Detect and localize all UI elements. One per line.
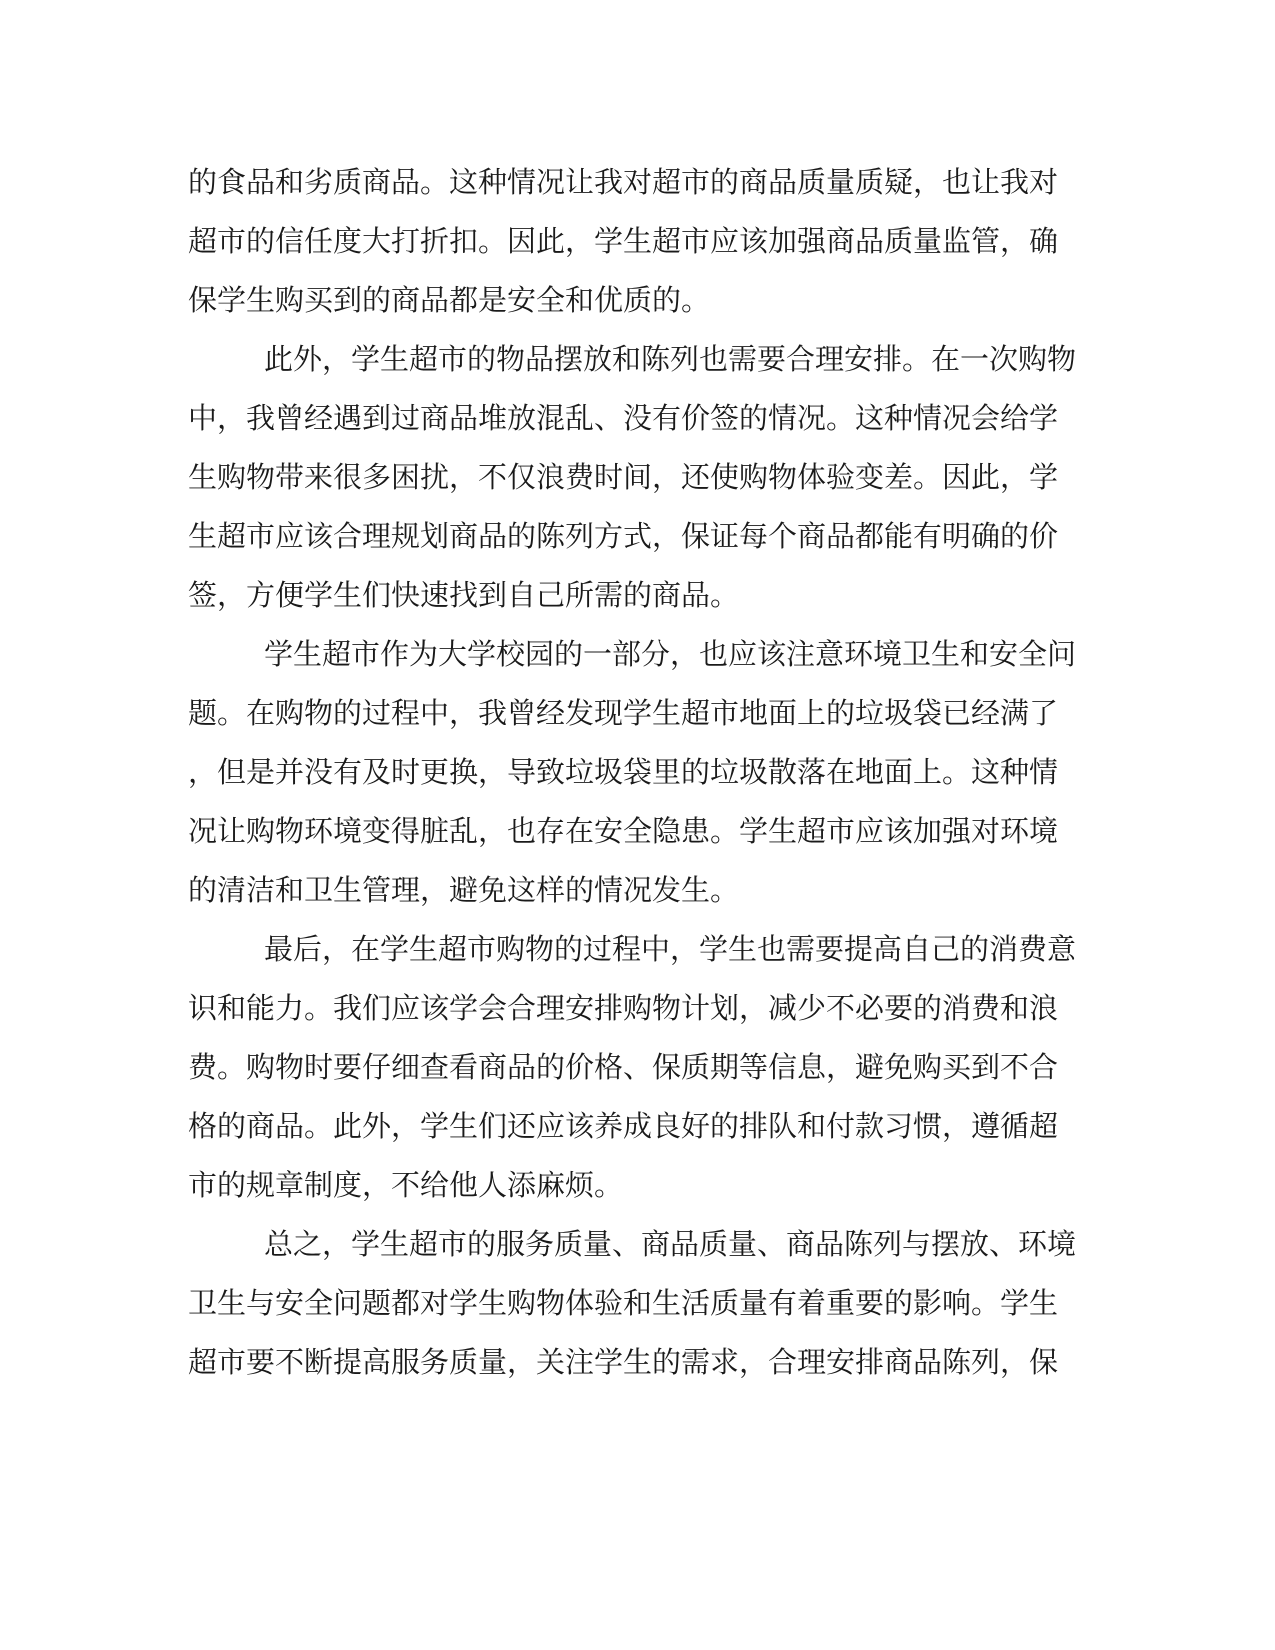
paragraph-first-line: 总之，学生超市的服务质量、商品质量、商品陈列与摆放、环境 bbox=[264, 1227, 1077, 1261]
text-line: 识和能力。我们应该学会合理安排购物计划，减少不必要的消费和浪 bbox=[188, 991, 1059, 1025]
text-line: 超市的信任度大打折扣。因此，学生超市应该加强商品质量监管，确 bbox=[188, 224, 1059, 258]
paragraph-first-line: 此外，学生超市的物品摆放和陈列也需要合理安排。在一次购物 bbox=[264, 342, 1077, 376]
paragraph-first-line: 学生超市作为大学校园的一部分，也应该注意环境卫生和安全问 bbox=[264, 637, 1077, 671]
paragraph-first-line: 最后，在学生超市购物的过程中，学生也需要提高自己的消费意 bbox=[264, 932, 1077, 966]
text-line: 的清洁和卫生管理，避免这样的情况发生。 bbox=[188, 873, 740, 907]
text-line: 生购物带来很多困扰，不仅浪费时间，还使购物体验变差。因此，学 bbox=[188, 460, 1059, 494]
text-line: 况让购物环境变得脏乱，也存在安全隐患。学生超市应该加强对环境 bbox=[188, 814, 1059, 848]
text-line: 费。购物时要仔细查看商品的价格、保质期等信息，避免购买到不合 bbox=[188, 1050, 1059, 1084]
text-line: 保学生购买到的商品都是安全和优质的。 bbox=[188, 283, 711, 317]
text-line: 题。在购物的过程中，我曾经发现学生超市地面上的垃圾袋已经满了 bbox=[188, 696, 1059, 730]
text-line: 中，我曾经遇到过商品堆放混乱、没有价签的情况。这种情况会给学 bbox=[188, 401, 1059, 435]
text-line: 签，方便学生们快速找到自己所需的商品。 bbox=[188, 578, 740, 612]
text-line: 市的规章制度，不给他人添麻烦。 bbox=[188, 1168, 624, 1202]
text-line: 超市要不断提高服务质量，关注学生的需求，合理安排商品陈列，保 bbox=[188, 1345, 1059, 1379]
text-line: 格的商品。此外，学生们还应该养成良好的排队和付款习惯，遵循超 bbox=[188, 1109, 1059, 1143]
text-line: 生超市应该合理规划商品的陈列方式，保证每个商品都能有明确的价 bbox=[188, 519, 1059, 553]
text-line: ，但是并没有及时更换，导致垃圾袋里的垃圾散落在地面上。这种情 bbox=[188, 755, 1059, 789]
text-line: 卫生与安全问题都对学生购物体验和生活质量有着重要的影响。学生 bbox=[188, 1286, 1059, 1320]
text-line: 的食品和劣质商品。这种情况让我对超市的商品质量质疑，也让我对 bbox=[188, 165, 1059, 199]
